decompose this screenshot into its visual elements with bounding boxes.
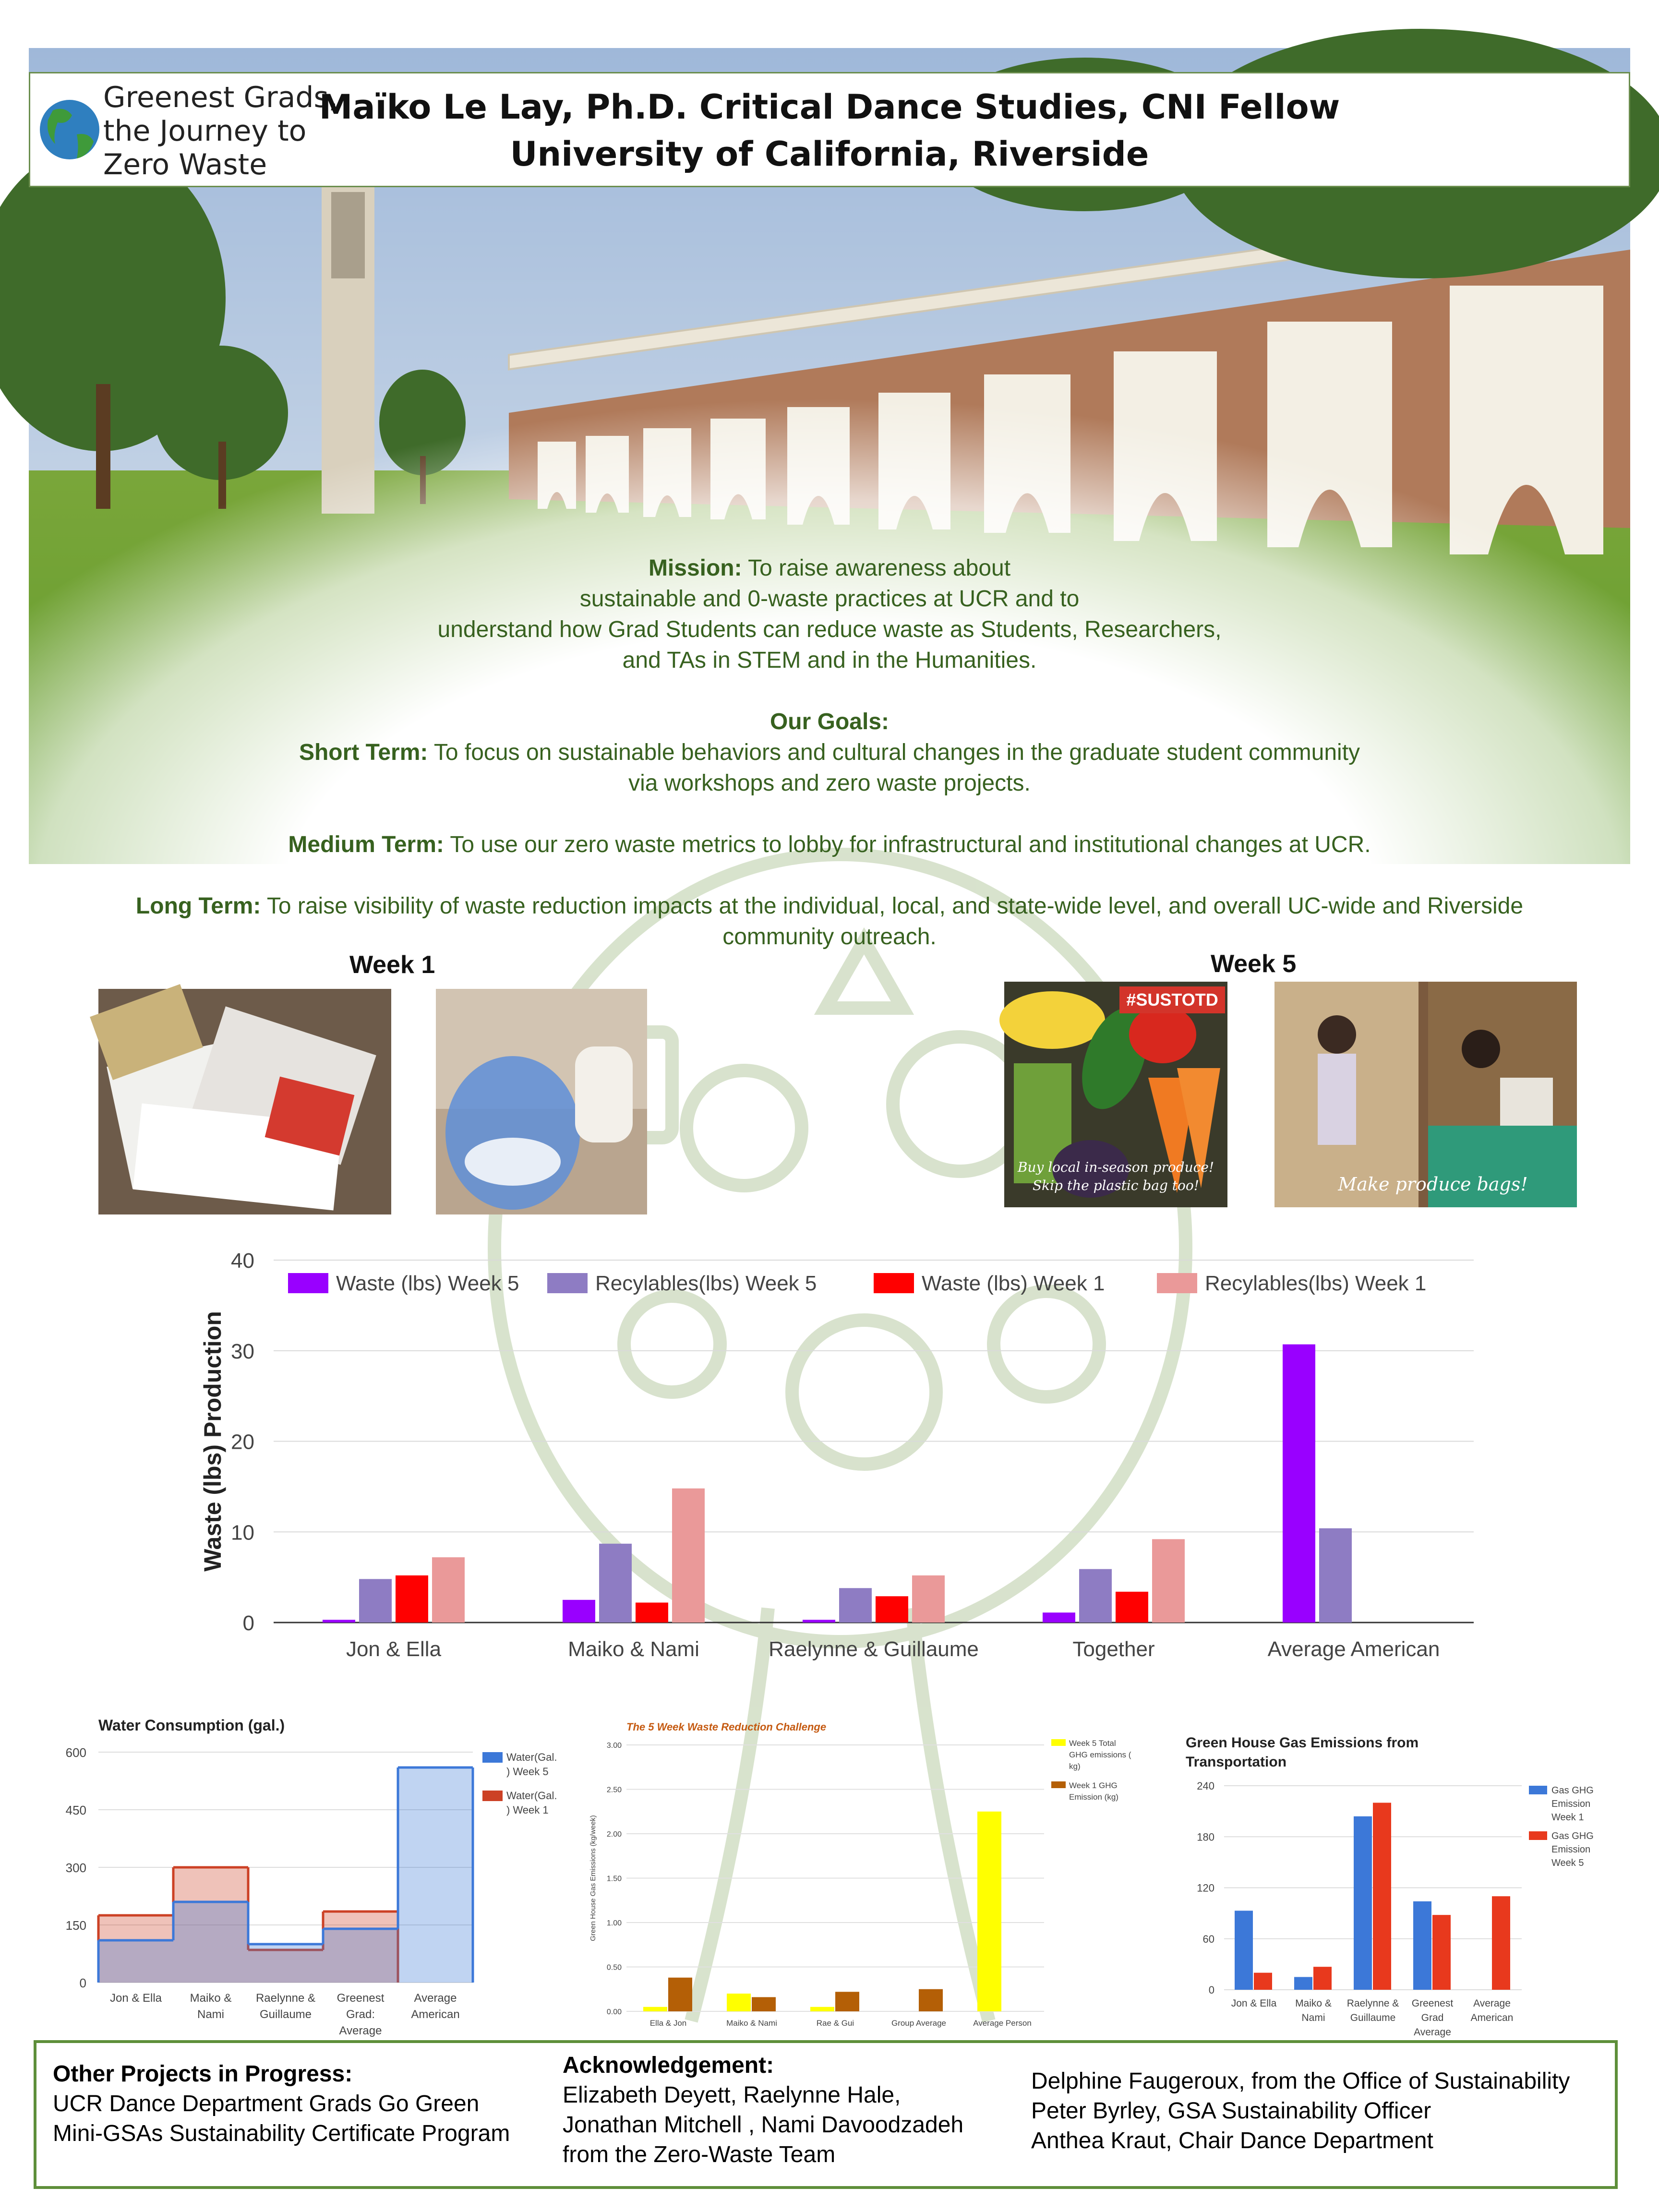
acknowledgement-line: from the Zero-Waste Team xyxy=(563,2142,836,2167)
y-tick-label: 0 xyxy=(242,1611,254,1635)
legend-label: Waste (lbs) Week 5 xyxy=(336,1272,519,1295)
bar xyxy=(359,1579,392,1623)
legend-swatch xyxy=(874,1273,914,1293)
y-axis-label: Waste (lbs) Production xyxy=(199,1311,226,1572)
recyclables-bag-photo xyxy=(436,989,647,1214)
x-tick-label: Group Average xyxy=(891,2019,947,2028)
x-tick-label: Together xyxy=(1072,1637,1155,1661)
legend-swatch xyxy=(1529,1831,1547,1840)
legend-label: ) Week 5 xyxy=(506,1766,549,1778)
produce-bags-photo xyxy=(1274,982,1577,1207)
bar xyxy=(1235,1911,1253,1990)
produce-caption xyxy=(1004,1158,1227,1195)
x-tick-label: Average American xyxy=(1267,1637,1440,1661)
x-tick-label: Nami xyxy=(197,2008,225,2021)
poster-affiliation: University of California, Riverside xyxy=(510,134,1149,174)
x-tick-label: Grad xyxy=(1421,2012,1444,2023)
bar xyxy=(1116,1592,1148,1623)
bar xyxy=(636,1602,668,1623)
bar xyxy=(1492,1896,1510,1990)
x-tick-label: Raelynne & xyxy=(1346,1998,1399,2009)
area-step xyxy=(323,1929,398,1983)
medium-term-label: Medium Term: xyxy=(288,832,444,857)
legend-label: Gas GHG xyxy=(1551,1831,1594,1841)
logo-line: Greenest Grads, xyxy=(103,81,338,114)
bar xyxy=(396,1575,428,1623)
x-tick-label: Grad: xyxy=(346,2008,375,2021)
legend-label: kg) xyxy=(1069,1762,1081,1771)
legend-label: Week 1 xyxy=(1551,1812,1584,1823)
long-term-line xyxy=(0,891,1659,922)
y-tick-label: 1.00 xyxy=(606,1919,622,1927)
y-tick-label: 10 xyxy=(231,1521,254,1545)
water-consumption-chart xyxy=(46,1711,557,2047)
bar xyxy=(323,1620,355,1623)
produce-caption-line: Skip the plastic bag too! xyxy=(1032,1178,1200,1193)
y-tick-label: 600 xyxy=(65,1745,86,1760)
bar xyxy=(1294,1977,1312,1990)
mission-label: Mission: xyxy=(648,555,742,581)
bar xyxy=(835,1992,859,2011)
legend-label: ) Week 1 xyxy=(506,1804,549,1816)
bar xyxy=(432,1557,465,1623)
x-tick-label: Average xyxy=(1473,1998,1511,2009)
mail-pile-photo xyxy=(98,989,391,1214)
bar xyxy=(1413,1901,1431,1990)
produce-photo xyxy=(1004,982,1227,1207)
produce-caption-line: Buy local in-season produce! xyxy=(1017,1159,1214,1175)
legend-label: Week 1 GHG xyxy=(1069,1781,1118,1790)
y-tick-label: 1.50 xyxy=(606,1875,622,1883)
goals-heading: Our Goals: xyxy=(769,709,890,734)
bar xyxy=(1043,1612,1075,1623)
bar xyxy=(1319,1528,1352,1623)
x-tick-label: Raelynne & Guillaume xyxy=(769,1637,979,1661)
legend-label: Waste (lbs) Week 1 xyxy=(922,1272,1105,1295)
legend-swatch xyxy=(1051,1739,1066,1746)
acknowledgement-line: Jonathan Mitchell , Nami Davoodzadeh xyxy=(563,2112,964,2138)
waste-production-chart xyxy=(182,1238,1507,1671)
chart-title: Water Consumption (gal.) xyxy=(98,1717,285,1734)
x-tick-label: American xyxy=(1470,2012,1514,2023)
long-term-line: community outreach. xyxy=(722,924,937,950)
logo-line: Zero Waste xyxy=(103,148,267,181)
y-tick-label: 300 xyxy=(65,1861,86,1875)
bar xyxy=(563,1600,595,1623)
x-tick-label: American xyxy=(411,2008,460,2021)
y-tick-label: 0.50 xyxy=(606,1963,622,1972)
bar xyxy=(1283,1345,1315,1623)
mission-line: and TAs in STEM and in the Humanities. xyxy=(622,648,1037,673)
acknowledgement-line: Elizabeth Deyett, Raelynne Hale, xyxy=(563,2082,901,2108)
y-tick-label: 30 xyxy=(231,1339,254,1363)
bar xyxy=(1254,1973,1272,1990)
legend-label: Gas GHG xyxy=(1551,1785,1594,1796)
y-tick-label: 120 xyxy=(1197,1882,1214,1894)
x-tick-label: Rae & Gui xyxy=(816,2019,854,2028)
x-tick-label: Greenest xyxy=(1411,1998,1454,2009)
bar xyxy=(876,1596,908,1623)
y-tick-label: 0.00 xyxy=(606,2008,622,2016)
recyclables-bag-illustration xyxy=(436,989,647,1214)
bar xyxy=(672,1489,705,1623)
acknowledgement-heading: Acknowledgement: xyxy=(563,2053,774,2078)
thanks-line: Peter Byrley, GSA Sustainability Officer xyxy=(1031,2098,1431,2124)
y-tick-label: 20 xyxy=(231,1430,254,1454)
bar xyxy=(668,1978,692,2011)
legend-swatch xyxy=(1051,1781,1066,1788)
bar xyxy=(810,2007,834,2011)
thanks xyxy=(1031,2067,1570,2156)
legend-label: Emission xyxy=(1551,1799,1591,1809)
bar xyxy=(1432,1915,1451,1990)
y-tick-label: 2.50 xyxy=(606,1786,622,1794)
y-tick-label: 450 xyxy=(65,1803,86,1817)
x-tick-label: Maiko & xyxy=(1295,1998,1332,2009)
x-tick-label: Average xyxy=(339,2024,382,2037)
short-term-text: To focus on sustainable behaviors and cultural changes in the graduate student community xyxy=(433,740,1360,765)
short-term-line xyxy=(0,737,1659,768)
legend-swatch xyxy=(1157,1273,1197,1293)
medium-term-line xyxy=(0,830,1659,860)
other-projects xyxy=(53,2059,510,2149)
y-tick-label: 0 xyxy=(1208,1984,1214,1996)
legend-swatch xyxy=(547,1273,588,1293)
y-axis-label: Green House Gas Emissions (kg/week) xyxy=(589,1815,597,1941)
area-step xyxy=(398,1767,473,1983)
bar xyxy=(599,1544,632,1623)
mission-line: sustainable and 0-waste practices at UCR and to xyxy=(579,586,1080,612)
area-step xyxy=(248,1944,323,1983)
x-tick-label: Average xyxy=(414,1992,457,2005)
legend-label: Water(Gal. xyxy=(506,1790,557,1802)
legend-label: Recylables(lbs) Week 5 xyxy=(595,1272,817,1295)
legend-label: Recylables(lbs) Week 1 xyxy=(1205,1272,1427,1295)
y-tick-label: 40 xyxy=(231,1249,254,1273)
bar xyxy=(912,1575,945,1623)
mission-line: understand how Grad Students can reduce waste as Students, Researchers, xyxy=(437,617,1222,642)
bar xyxy=(643,2007,667,2011)
short-term-line: via workshops and zero waste projects. xyxy=(628,770,1031,796)
week1-label: Week 1 xyxy=(349,951,435,979)
other-project-item: Mini-GSAs Sustainability Certificate Program xyxy=(53,2121,510,2146)
x-tick-label: Guillaume xyxy=(1350,2012,1396,2023)
poster-title: Maïko Le Lay, Ph.D. Critical Dance Studies, CNI Fellow xyxy=(319,87,1340,127)
x-tick-label: Maiko & Nami xyxy=(568,1637,699,1661)
hashtag-badge: #SUSTOTD xyxy=(1119,986,1225,1013)
thanks-line: Delphine Faugeroux, from the Office of Sustainability xyxy=(1031,2068,1570,2094)
chart-title: The 5 Week Waste Reduction Challenge xyxy=(626,1721,827,1733)
mail-pile-illustration xyxy=(98,989,391,1214)
x-tick-label: Nami xyxy=(1301,2012,1325,2023)
legend-label: Emission (kg) xyxy=(1069,1792,1118,1802)
x-tick-label: Jon & Ella xyxy=(1231,1998,1277,2009)
x-tick-label: Jon & Ella xyxy=(109,1992,162,2005)
y-tick-label: 0 xyxy=(79,1976,86,1990)
x-tick-label: Maiko & xyxy=(190,1992,232,2005)
area-step xyxy=(98,1940,173,1983)
bar xyxy=(1354,1816,1372,1990)
waste-reduction-challenge-chart xyxy=(583,1711,1131,2038)
legend-label: Emission xyxy=(1551,1844,1591,1855)
legend-swatch xyxy=(482,1791,503,1801)
other-project-item: UCR Dance Department Grads Go Green xyxy=(53,2091,480,2116)
bar xyxy=(803,1620,835,1623)
x-tick-label: Maiko & Nami xyxy=(726,2019,777,2028)
long-term-label: Long Term: xyxy=(135,893,261,919)
medium-term-text: To use our zero waste metrics to lobby for infrastructural and institutional changes at UCR. xyxy=(450,832,1371,857)
y-tick-label: 60 xyxy=(1202,1933,1214,1945)
acknowledgement xyxy=(563,2051,963,2170)
legend-label: GHG emissions ( xyxy=(1069,1750,1131,1759)
x-tick-label: Raelynne & xyxy=(255,1992,316,2005)
x-tick-label: Average xyxy=(1414,2027,1451,2038)
y-tick-label: 3.00 xyxy=(606,1742,622,1750)
legend-label: Water(Gal. xyxy=(506,1751,557,1763)
logo-line: the Journey to xyxy=(103,114,307,148)
y-tick-label: 150 xyxy=(65,1918,86,1933)
y-tick-label: 2.00 xyxy=(606,1830,622,1839)
bar xyxy=(839,1588,872,1623)
bags-caption: Make produce bags! xyxy=(1338,1174,1528,1195)
bar xyxy=(1373,1803,1391,1990)
bar xyxy=(727,1994,751,2011)
bar xyxy=(977,1812,1001,2011)
week5-label: Week 5 xyxy=(1211,950,1297,978)
bar xyxy=(919,1989,943,2011)
bar xyxy=(1313,1967,1332,1990)
mission-line xyxy=(0,553,1659,584)
x-tick-label: Guillaume xyxy=(259,2008,312,2021)
legend-label: Week 5 xyxy=(1551,1858,1584,1868)
legend-swatch xyxy=(288,1273,328,1293)
x-tick-label: Jon & Ella xyxy=(346,1637,442,1661)
transportation-ghg-chart xyxy=(1176,1728,1608,2045)
long-term-text: To raise visibility of waste reduction impacts at the individual, local, and state-wide level, and overall UC-wide and Riverside xyxy=(266,893,1524,919)
y-tick-label: 180 xyxy=(1197,1831,1214,1843)
chart-title: Green House Gas Emissions from xyxy=(1186,1735,1419,1751)
area-step xyxy=(173,1902,248,1983)
x-tick-label: Average Person xyxy=(973,2019,1032,2028)
x-tick-label: Greenest xyxy=(337,1992,385,2005)
legend-swatch xyxy=(1529,1786,1547,1794)
bar xyxy=(1079,1569,1112,1623)
legend-swatch xyxy=(482,1752,503,1763)
chart-title: Transportation xyxy=(1186,1754,1287,1770)
y-tick-label: 240 xyxy=(1197,1780,1214,1792)
bar xyxy=(752,1997,776,2011)
thanks-line: Anthea Kraut, Chair Dance Department xyxy=(1031,2128,1433,2153)
legend-label: Week 5 Total xyxy=(1069,1739,1116,1748)
short-term-label: Short Term: xyxy=(299,740,428,765)
mission-text: To raise awareness about xyxy=(748,555,1011,581)
other-projects-heading: Other Projects in Progress: xyxy=(53,2061,353,2087)
bar xyxy=(1152,1539,1185,1623)
x-tick-label: Ella & Jon xyxy=(649,2019,687,2028)
